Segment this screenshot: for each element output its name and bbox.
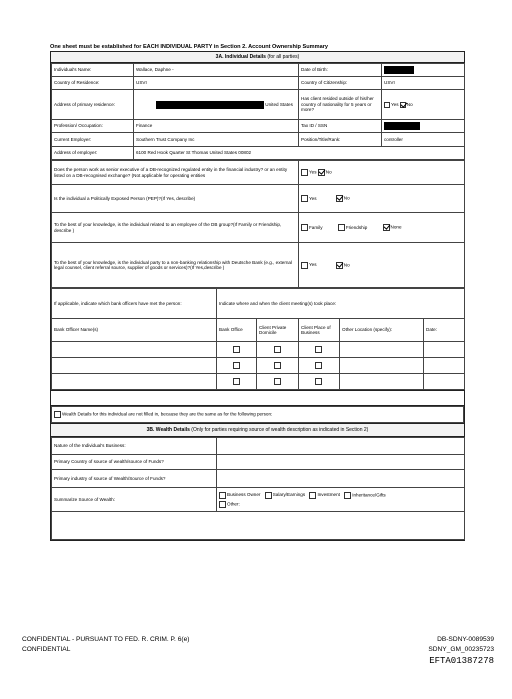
q1-yes-checkbox[interactable] bbox=[301, 169, 308, 176]
private-domicile-checkbox[interactable] bbox=[274, 346, 281, 353]
individual-details-table bbox=[51, 63, 465, 160]
date-cell[interactable] bbox=[424, 374, 465, 390]
q3-text: To the best of your knowledge, is the individual related to an employee of the DB group?(If Family or Friendship, describe ) bbox=[52, 213, 299, 243]
other-location-cell[interactable] bbox=[340, 342, 424, 358]
questions-table bbox=[51, 160, 465, 288]
inheritance-checkbox[interactable] bbox=[344, 492, 351, 499]
officer-name-cell[interactable] bbox=[52, 342, 217, 358]
meeting-row bbox=[52, 342, 465, 358]
tax-value[interactable] bbox=[382, 120, 465, 133]
date-cell[interactable] bbox=[424, 358, 465, 374]
private-domicile-checkbox[interactable] bbox=[274, 362, 281, 369]
other-location-cell[interactable] bbox=[340, 358, 424, 374]
employer-address-value[interactable]: 6100 Red Hook Quarter St Thomas United States 00802 bbox=[134, 147, 465, 160]
bank-office-col: Bank Office bbox=[217, 319, 257, 342]
employer-address-label: Address of employer: bbox=[52, 147, 134, 160]
redaction-tax bbox=[384, 122, 420, 130]
officer-name-cell[interactable] bbox=[52, 374, 217, 390]
dob-label: Date of Birth: bbox=[299, 64, 382, 77]
place-business-checkbox[interactable] bbox=[315, 378, 322, 385]
summarize-label: Summarize Source of Wealth: bbox=[52, 488, 217, 512]
nature-label: Nature of the Individual's Business: bbox=[52, 438, 217, 455]
residence-label: Country of Residence: bbox=[52, 77, 134, 90]
private-domicile-checkbox[interactable] bbox=[274, 378, 281, 385]
redaction-dob bbox=[384, 66, 414, 74]
summarize-choices: Business Owner Salary/Earnings Investment Inheritance/Gifts Other: bbox=[217, 488, 465, 512]
q1-no-checkbox[interactable] bbox=[318, 169, 325, 176]
q2-yes-checkbox[interactable] bbox=[301, 195, 308, 202]
tax-label: Tax ID / SSN bbox=[299, 120, 382, 133]
bates-number-1: DB-SDNY-0089539 bbox=[437, 636, 494, 643]
nature-value[interactable] bbox=[217, 438, 465, 455]
officer-name-col: Bank Officer Name(s) bbox=[52, 319, 217, 342]
q2-no-checkbox[interactable] bbox=[336, 195, 343, 202]
private-domicile-col: Client Private Domicile bbox=[257, 319, 299, 342]
primary-industry-value[interactable] bbox=[217, 470, 465, 488]
citizenship-value[interactable]: USVI bbox=[382, 77, 465, 90]
officers-label: If applicable, indicate which bank officers have met the person: bbox=[52, 289, 217, 319]
position-label: Position/Title/Rank: bbox=[299, 133, 382, 147]
investment-checkbox[interactable] bbox=[309, 492, 316, 499]
q4-yes-checkbox[interactable] bbox=[301, 262, 308, 269]
profession-value[interactable]: Finance bbox=[134, 120, 299, 133]
wealth-same-checkbox[interactable] bbox=[54, 411, 61, 418]
resided-no-checkbox[interactable] bbox=[400, 102, 406, 108]
resided-choice: Yes No bbox=[382, 90, 465, 120]
date-col: Date: bbox=[424, 319, 465, 342]
other-checkbox[interactable] bbox=[219, 501, 226, 508]
q4-text: To the best of your knowledge, is the individual party to a non-banking relationship with Deutsche Bank (e.g., external legal counsel, client referral source, supplier of goods or services)?(If Yes,describe ) bbox=[52, 243, 299, 288]
redaction-address bbox=[156, 101, 264, 109]
other-location-col: Other Location (specify): bbox=[340, 319, 424, 342]
other-location-cell[interactable] bbox=[340, 374, 424, 390]
primary-industry-label: Primary industry of source of Wealth/Source of Funds? bbox=[52, 470, 217, 488]
section-divider bbox=[51, 390, 464, 406]
employer-value[interactable]: Southern Trust Company Inc bbox=[134, 133, 299, 147]
resided-label: Has client resided outside of his/her country of nationality for 5 years or more? bbox=[299, 90, 382, 120]
date-cell[interactable] bbox=[424, 342, 465, 358]
where-label: Indicate where and when the client meeting(s) took place: bbox=[217, 289, 465, 319]
section-3b-title: 3B. Wealth Details (Only for parties requiring source of wealth description as indicated in Section 2) bbox=[51, 423, 464, 437]
salary-checkbox[interactable] bbox=[265, 492, 272, 499]
place-business-checkbox[interactable] bbox=[315, 362, 322, 369]
primary-country-value[interactable] bbox=[217, 455, 465, 470]
wealth-same-cell: Wealth Details for this individual are not filled in, because they are the same as for the following person: bbox=[52, 407, 464, 423]
address-label: Address of primary residence: bbox=[52, 90, 134, 120]
citizenship-label: Country of Citizenship: bbox=[299, 77, 382, 90]
form-instruction: One sheet must be established for EACH INDIVIDUAL PARTY in Section 2. Account Ownership Summary bbox=[50, 44, 328, 50]
place-business-col: Client Place of Business bbox=[299, 319, 340, 342]
q4-no-checkbox[interactable] bbox=[336, 262, 343, 269]
bank-office-checkbox[interactable] bbox=[233, 362, 240, 369]
q3-friendship-checkbox[interactable] bbox=[338, 224, 345, 231]
q1-text: Does the person work as senior executive of a DB-recognized regulated entity in the financial industry? or an entity listed on a DB-recognised exchange? (Not applicable for operating entities bbox=[52, 161, 299, 185]
q2-text: Is the individual a Politically Exposed Person (PEP)?(If Yes, describe) bbox=[52, 185, 299, 213]
dob-value[interactable] bbox=[382, 64, 465, 77]
wealth-notes-cell[interactable] bbox=[52, 512, 465, 540]
officer-name-cell[interactable] bbox=[52, 358, 217, 374]
meeting-table bbox=[51, 288, 465, 390]
efta-number: EFTA01387278 bbox=[429, 656, 494, 666]
q3-choice: Family Friendship None bbox=[299, 213, 465, 243]
residence-value[interactable]: USVI bbox=[134, 77, 299, 90]
address-value[interactable]: United States bbox=[134, 90, 299, 120]
meeting-row bbox=[52, 358, 465, 374]
employer-label: Current Employer: bbox=[52, 133, 134, 147]
meeting-row bbox=[52, 374, 465, 390]
client-form bbox=[50, 51, 465, 541]
bates-number-2: SDNY_GM_00235723 bbox=[428, 646, 494, 653]
confidential-line1: CONFIDENTIAL - PURSUANT TO FED. R. CRIM. P. 6(e) bbox=[22, 636, 190, 643]
wealth-same-table bbox=[51, 406, 464, 423]
q3-family-checkbox[interactable] bbox=[301, 224, 308, 231]
q3-none-checkbox[interactable] bbox=[383, 224, 390, 231]
name-value[interactable]: Wallace, Daphne - bbox=[134, 64, 299, 77]
q4-choice: Yes No bbox=[299, 243, 465, 288]
place-business-checkbox[interactable] bbox=[315, 346, 322, 353]
bank-office-checkbox[interactable] bbox=[233, 346, 240, 353]
q1-choice: Yes No bbox=[299, 161, 465, 185]
bank-office-checkbox[interactable] bbox=[233, 378, 240, 385]
primary-country-label: Primary Country of source of wealth/source of Funds? bbox=[52, 455, 217, 470]
resided-yes-checkbox[interactable] bbox=[384, 102, 390, 108]
section-3a-title: 3A. Individual Details (for all parties) bbox=[51, 52, 464, 63]
confidential-line2: CONFIDENTIAL bbox=[22, 646, 71, 653]
name-label: Individual's Name: bbox=[52, 64, 134, 77]
q2-choice: Yes No bbox=[299, 185, 465, 213]
profession-label: Profession/ Occupation: bbox=[52, 120, 134, 133]
wealth-details-table bbox=[51, 437, 465, 540]
position-value[interactable]: controller bbox=[382, 133, 465, 147]
business-owner-checkbox[interactable] bbox=[219, 492, 226, 499]
